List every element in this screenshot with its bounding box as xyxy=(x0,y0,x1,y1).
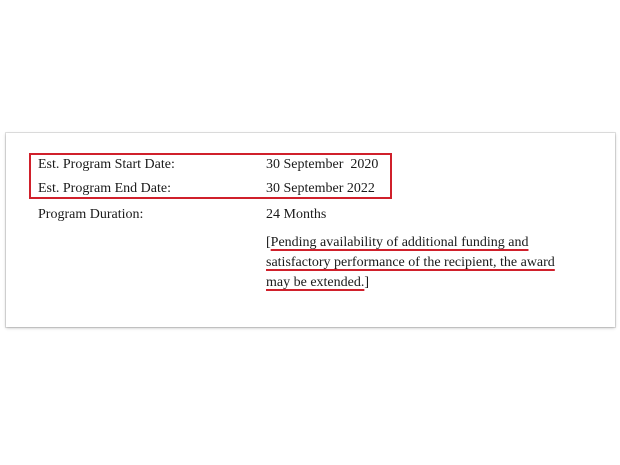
end-date-label: Est. Program End Date: xyxy=(38,181,171,196)
note-line-3: may be extended. xyxy=(266,275,365,290)
note-open-bracket: [ xyxy=(266,235,271,250)
end-date-value: 30 September 2022 xyxy=(266,181,375,196)
extension-note xyxy=(266,233,586,293)
duration-value: 24 Months xyxy=(266,207,327,222)
start-date-value: 30 September 2020 xyxy=(266,157,379,172)
note-line-2: satisfactory performance of the recipient, the award xyxy=(266,255,555,270)
duration-label: Program Duration: xyxy=(38,207,144,222)
start-date-label: Est. Program Start Date: xyxy=(38,157,175,172)
note-line-1: Pending availability of additional funding and xyxy=(270,235,529,250)
note-close-bracket: ] xyxy=(364,275,370,290)
